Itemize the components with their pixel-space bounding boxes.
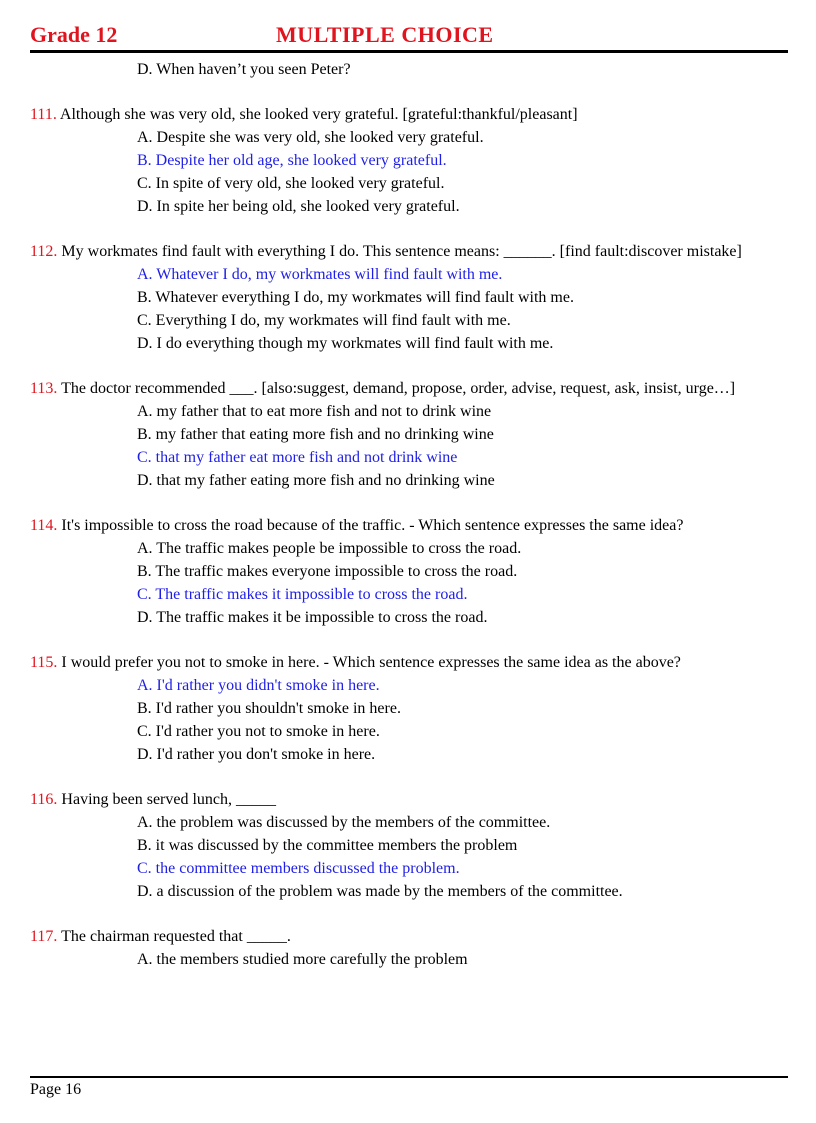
option-b: B. it was discussed by the committee members the problem xyxy=(137,837,518,854)
question-number: 115. xyxy=(30,654,58,671)
option-c: C. In spite of very old, she looked very grateful. xyxy=(137,175,445,192)
question-number: 116. xyxy=(30,791,58,808)
question-number: 114. xyxy=(30,517,58,534)
option-c-correct: C. that my father eat more fish and not drink wine xyxy=(137,449,458,466)
option-b-correct: B. Despite her old age, she looked very grateful. xyxy=(137,152,447,169)
question-text: It's impossible to cross the road because of the traffic. - Which sentence expresses the same idea? xyxy=(57,517,684,534)
option-a: A. the problem was discussed by the members of the committee. xyxy=(137,814,551,831)
question-stem xyxy=(30,925,760,948)
option-b: B. I'd rather you shouldn't smoke in here. xyxy=(137,700,401,717)
option-d: D. I'd rather you don't smoke in here. xyxy=(137,746,376,763)
question-number: 113. xyxy=(30,380,58,397)
question-stem xyxy=(30,788,760,811)
option-d: D. The traffic makes it be impossible to cross the road. xyxy=(137,609,488,626)
option-d: D. that my father eating more fish and no drinking wine xyxy=(137,472,495,489)
question-number: 111. xyxy=(30,106,57,123)
option-d: D. When haven’t you seen Peter? xyxy=(137,61,351,78)
option-d: D. I do everything though my workmates will find fault with me. xyxy=(137,335,554,352)
question-text: My workmates find fault with everything I do. This sentence means: ______. [find fault:discover mistake] xyxy=(57,243,742,260)
header-title: MULTIPLE CHOICE xyxy=(276,22,494,47)
option-d: D. a discussion of the problem was made by the members of the committee. xyxy=(137,883,623,900)
question-number: 117. xyxy=(30,928,58,945)
question-number: 112. xyxy=(30,243,58,260)
question-list xyxy=(30,58,760,971)
footer-divider xyxy=(30,1076,788,1078)
option-a: A. my father that to eat more fish and not to drink wine xyxy=(137,403,492,420)
option-c-correct: C. The traffic makes it impossible to cross the road. xyxy=(137,586,468,603)
option-c-correct: C. the committee members discussed the problem. xyxy=(137,860,460,877)
option-a: A. Despite she was very old, she looked very grateful. xyxy=(137,129,484,146)
question-text: The chairman requested that _____. xyxy=(57,928,291,945)
question-text: Having been served lunch, _____ xyxy=(57,791,277,808)
question-text: Although she was very old, she looked very grateful. [grateful:thankful/pleasant] xyxy=(56,106,578,123)
option-d: D. In spite her being old, she looked very grateful. xyxy=(137,198,460,215)
header-divider xyxy=(30,50,788,53)
option-b: B. my father that eating more fish and no drinking wine xyxy=(137,426,494,443)
option-c: C. I'd rather you not to smoke in here. xyxy=(137,723,380,740)
question-stem xyxy=(30,651,760,674)
page-number: Page 16 xyxy=(30,1081,82,1098)
option-a-correct: A. Whatever I do, my workmates will find fault with me. xyxy=(137,266,503,283)
question-stem xyxy=(30,377,760,400)
question-text: I would prefer you not to smoke in here. - Which sentence expresses the same idea as the above? xyxy=(57,654,681,671)
option-b: B. The traffic makes everyone impossible to cross the road. xyxy=(137,563,518,580)
option-b: B. Whatever everything I do, my workmates will find fault with me. xyxy=(137,289,574,306)
grade-label: Grade 12 xyxy=(30,22,118,47)
page-header xyxy=(30,22,788,52)
question-stem xyxy=(30,514,760,537)
option-a-correct: A. I'd rather you didn't smoke in here. xyxy=(137,677,380,694)
option-a: A. The traffic makes people be impossible to cross the road. xyxy=(137,540,522,557)
option-c: C. Everything I do, my workmates will find fault with me. xyxy=(137,312,511,329)
question-stem xyxy=(30,103,760,126)
option-a: A. the members studied more carefully the problem xyxy=(137,951,468,968)
question-stem xyxy=(30,240,760,263)
question-text: The doctor recommended ___. [also:suggest, demand, propose, order, advise, request, ask, insist, urge…] xyxy=(57,380,736,397)
